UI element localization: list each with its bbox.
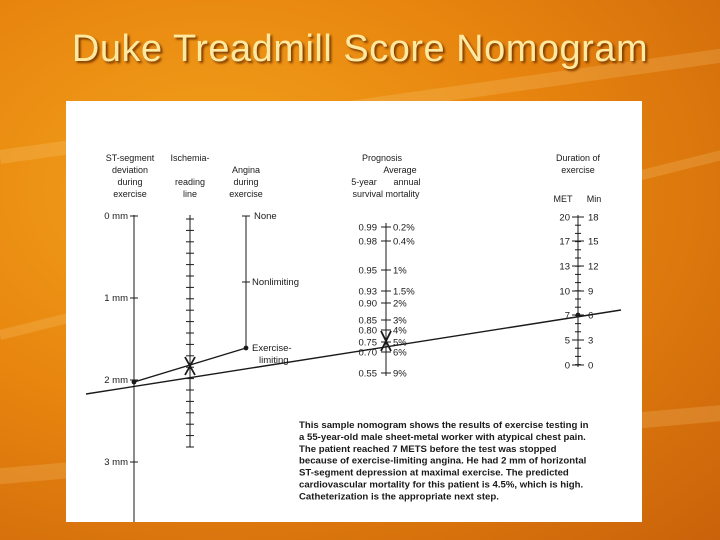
met-label: 20 [559, 212, 570, 224]
caption-line: cardiovascular mortality for this patient is 4.5%, which is high. [299, 479, 584, 491]
duration-axis [559, 213, 598, 372]
survival-label: 0.93 [358, 286, 377, 298]
caption-line: because of exercise-limiting angina. He had 2 mm of horizontal [299, 455, 587, 467]
st-tick-label: 1 mm [104, 293, 128, 304]
survival-label: 0.90 [358, 298, 377, 310]
duration-ticks [559, 213, 598, 372]
header-line: exercise [113, 189, 147, 199]
header-line: Prognosis [361, 153, 403, 163]
survival-label: 0.55 [358, 368, 377, 380]
mortality-label: 3% [393, 315, 407, 327]
mortality-label: 0.2% [393, 222, 415, 234]
met-label: 17 [559, 236, 570, 248]
mortality-label: 2% [393, 298, 407, 310]
prognosis-header [351, 153, 420, 199]
angina-label-nonlimiting: Nonlimiting [252, 277, 299, 288]
min-label: 12 [588, 261, 599, 273]
prognosis-ticks [359, 223, 416, 380]
mortality-label: 0.4% [393, 236, 415, 248]
met-header: MET [553, 194, 573, 204]
prognosis-axis [359, 223, 416, 380]
st-segment-axis [104, 211, 138, 522]
angina-label-limiting: limiting [259, 355, 289, 366]
angina-header [229, 165, 263, 199]
survival-label: 0.99 [358, 222, 377, 234]
angina-axis [242, 211, 299, 366]
angina-label-exercise: Exercise- [252, 343, 292, 354]
met-label: 0 [564, 360, 570, 372]
survival-label: 0.70 [358, 347, 377, 359]
caption [299, 420, 589, 502]
caption-line: Catheterization is the appropriate next step. [299, 491, 499, 503]
header-line: Duration of [555, 153, 601, 163]
header-line: annual [393, 177, 421, 187]
st-tick-label: 0 mm [104, 211, 128, 222]
mortality-label: 9% [393, 368, 407, 380]
header-line: ST-segment [105, 153, 155, 163]
caption-line: This sample nomogram shows the results of exercise testing in [299, 420, 589, 431]
mortality-label: 1% [393, 265, 407, 277]
survival-label: 0.80 [358, 325, 377, 337]
header-line: Average [383, 165, 417, 175]
survival-label: 0.75 [358, 337, 377, 349]
header-line: exercise [229, 189, 263, 199]
header-line: survival mortality [352, 189, 420, 199]
min-label: 3 [588, 335, 594, 347]
ischemia-header [170, 153, 209, 199]
header-line: Ischemia- [170, 153, 210, 163]
met-label: 10 [559, 286, 570, 298]
duration-header [554, 153, 602, 204]
ischemia-reading-axis [186, 215, 194, 447]
mortality-label: 1.5% [393, 286, 415, 298]
min-label: 9 [588, 286, 594, 298]
header-line: line [182, 189, 198, 199]
ischemia-ticks [186, 219, 194, 447]
survival-label: 0.95 [358, 265, 377, 277]
angina-label-none: None [254, 211, 277, 222]
min-label: 15 [588, 236, 599, 248]
caption-line: The patient reached 7 METS before the test was stopped [299, 443, 557, 455]
header-line: during [117, 177, 143, 187]
nomogram-figure [66, 101, 642, 522]
reading-line [86, 310, 621, 394]
header-line: reading [174, 177, 206, 187]
survival-label: 0.98 [358, 236, 377, 248]
met-label: 7 [564, 310, 570, 322]
met-label: 5 [564, 335, 570, 347]
mortality-label: 4% [393, 325, 407, 337]
mortality-label: 5% [393, 337, 407, 349]
nomogram-svg [66, 101, 642, 522]
header-line: Angina [231, 165, 261, 175]
met-label: 13 [559, 261, 570, 273]
min-header: Min [586, 194, 602, 204]
min-label: 0 [588, 360, 594, 372]
min-label: 18 [588, 212, 599, 224]
survival-label: 0.85 [358, 315, 377, 327]
header-line: exercise [561, 165, 595, 175]
mortality-label: 6% [393, 347, 407, 359]
caption-line: ST-segment depression at maximal exercise. The predicted [299, 467, 569, 479]
point-7-mets [576, 313, 581, 318]
st-segment-header [106, 153, 155, 199]
st-tick-label: 3 mm [104, 457, 128, 468]
header-line: 5-year [351, 177, 377, 187]
st-tick-label: 2 mm [104, 375, 128, 386]
header-line: deviation [111, 165, 149, 175]
header-line: during [233, 177, 259, 187]
min-label: 6 [588, 310, 594, 322]
slide-title: Duke Treadmill Score Nomogram [71, 28, 649, 70]
caption-line: a 55-year-old male sheet-metal worker with atypical chest pain. [299, 431, 586, 443]
